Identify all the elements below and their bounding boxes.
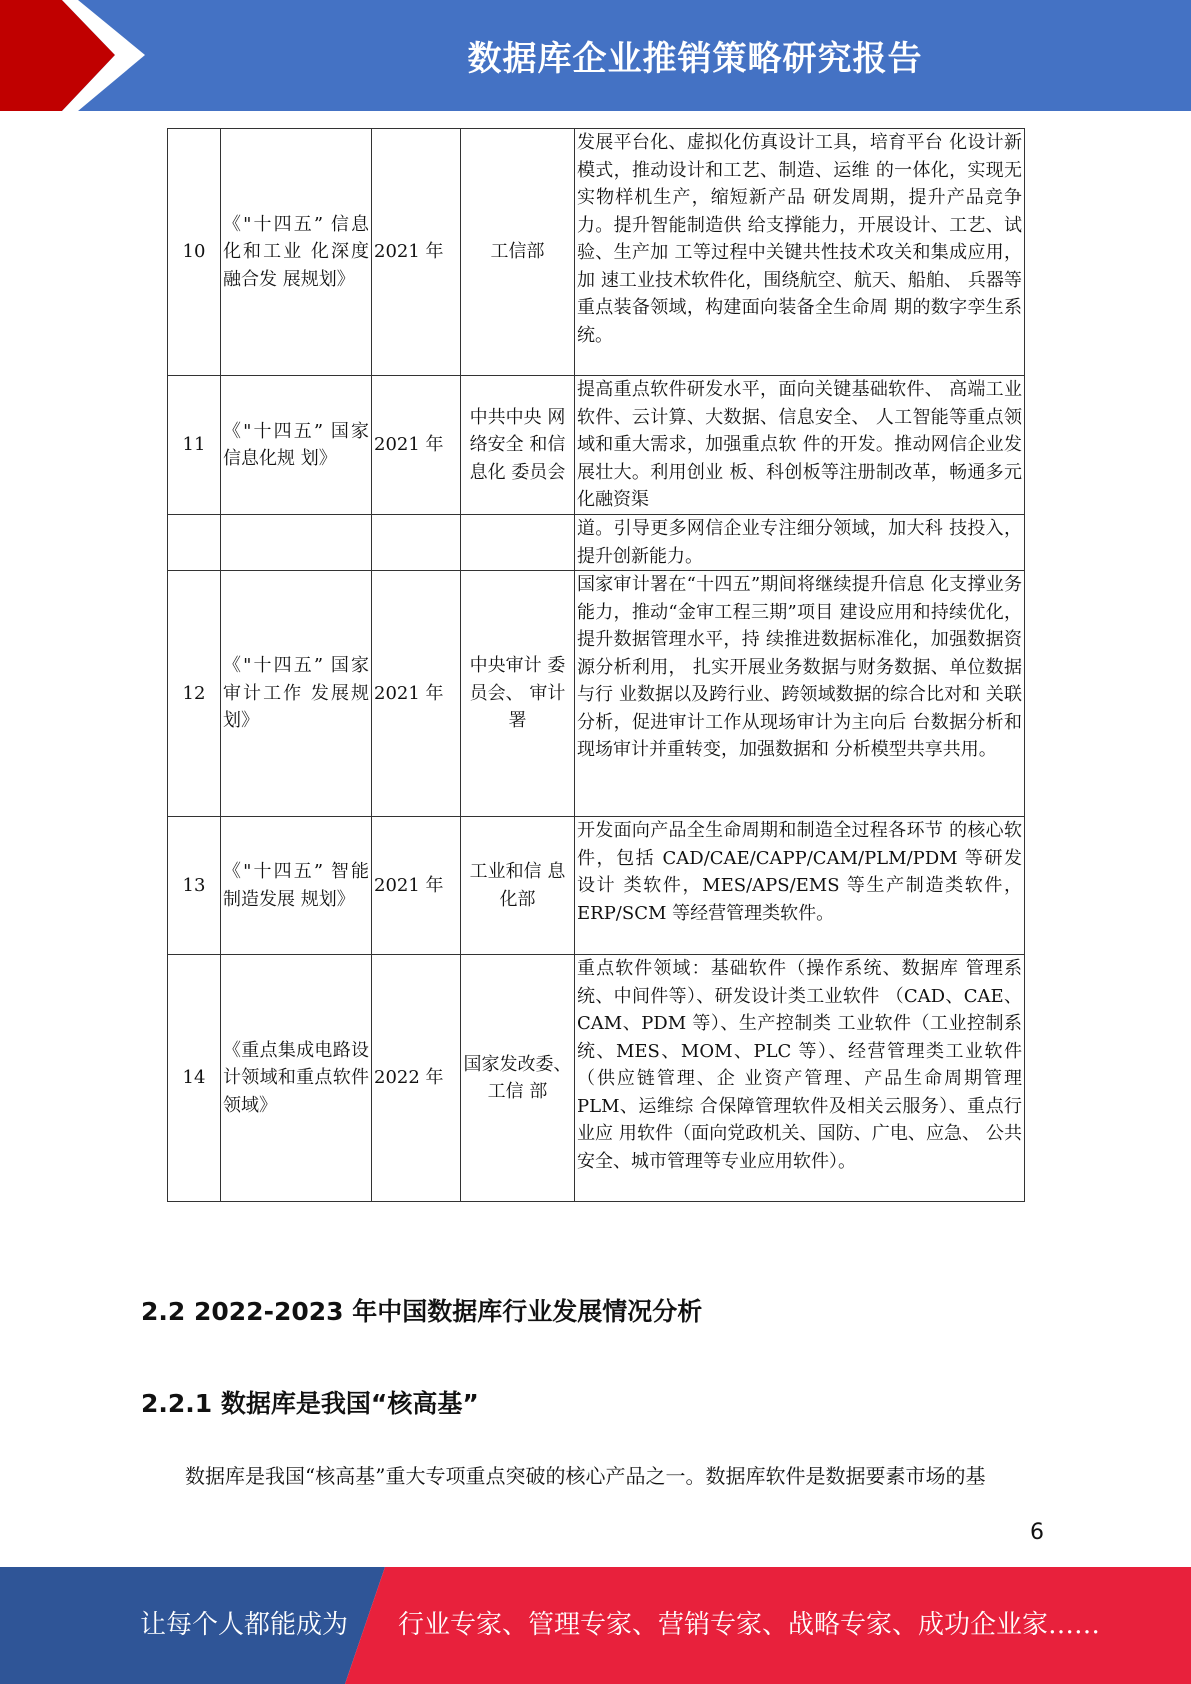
page-footer — [0, 1567, 1191, 1684]
policy-description: 开发面向产品全生命周期和制造全过程各环节 的核心软件，包括 CAD/CAE/CAPP/CAM/PLM/PDM 等研发设计 类软件，MES/APS/EMS 等生产制造类软件， ERP/SCM 等经营管理类软件。 — [575, 817, 1025, 955]
issuing-department: 工业和信 息化部 — [461, 817, 575, 955]
table-row — [168, 817, 1025, 955]
policy-name: 《"十四五” 信息化和工业 化深度融合发 展规划》 — [221, 129, 372, 376]
policy-name: 《"十四五” 智能制造发展 规划》 — [221, 817, 372, 955]
policy-name — [221, 515, 372, 571]
issuing-department — [461, 515, 575, 571]
policy-year: 2021 年 — [372, 817, 461, 955]
policy-year — [372, 515, 461, 571]
policy-table — [167, 128, 1025, 1202]
footer-slogan-right: 行业专家、管理专家、营销专家、战略专家、成功企业家…… — [398, 1610, 1101, 1640]
issuing-department: 国家发改委、工信 部 — [461, 955, 575, 1202]
section-heading: 2.2 2022-2023 年中国数据库行业发展情况分析 — [141, 1297, 703, 1326]
row-number: 12 — [168, 571, 221, 817]
issuing-department: 中共中央 网络安全 和信息化 委员会 — [461, 376, 575, 515]
document-title: 数据库企业推销策略研究报告 — [467, 39, 923, 79]
policy-year: 2021 年 — [372, 376, 461, 515]
table-row — [168, 376, 1025, 515]
policy-year: 2022 年 — [372, 955, 461, 1202]
policy-name: 《"十四五” 国家信息化规 划》 — [221, 376, 372, 515]
table-row — [168, 129, 1025, 376]
policy-year: 2021 年 — [372, 571, 461, 817]
issuing-department: 中央审计 委员会、 审计署 — [461, 571, 575, 817]
subsection-heading: 2.2.1 数据库是我国“核高基” — [141, 1389, 479, 1418]
row-number: 10 — [168, 129, 221, 376]
policy-name: 《"十四五” 国家审计工作 发展规划》 — [221, 571, 372, 817]
page-number: 6 — [1030, 1520, 1044, 1545]
table-row — [168, 515, 1025, 571]
policy-description: 提高重点软件研发水平，面向关键基础软件、 高端工业软件、云计算、大数据、信息安全、 人工智能等重点领域和重大需求，加强重点软 件的开发。推动网信企业发展壮大。利用创业 板、科创板等注册制改革，畅通多元化融资渠 — [575, 376, 1025, 515]
policy-description: 重点软件领域：基础软件（操作系统、数据库 管理系统、中间件等）、研发设计类工业软件 （CAD、CAE、CAM、PDM 等）、生产控制类 工业软件（工业控制系统、MES、MOM、PLC 等）、经营管理类工业软件（供应链管理、企 业资产管理、产品生命周期管理 PLM、运维综 合保障管理软件及相关云服务）、重点行业应 用软件（面向党政机关、国防、广电、应急、 公共安全、城市管理等专业应用软件）。 — [575, 955, 1025, 1202]
policy-name: 《重点集成电路设计领域和重点软件领域》 — [221, 955, 372, 1202]
row-number: 13 — [168, 817, 221, 955]
policy-year: 2021 年 — [372, 129, 461, 376]
policy-description: 道。引导更多网信企业专注细分领域，加大科 技投入，提升创新能力。 — [575, 515, 1025, 571]
footer-slogan-left: 让每个人都能成为 — [140, 1610, 349, 1640]
policy-description: 发展平台化、虚拟化仿真设计工具，培育平台 化设计新模式，推动设计和工艺、制造、运维 的一体化，实现无实物样机生产，缩短新产品 研发周期，提升产品竞争力。提升智能制造供 给支撑能力，开展设计、工艺、试验、生产加 工等过程中关键共性技术攻关和集成应用，加 速工业技术软件化，围绕航空、航天、船舶、 兵器等重点装备领域，构建面向装备全生命周 期的数字孪生系统。 — [575, 129, 1025, 376]
row-number — [168, 515, 221, 571]
table-row — [168, 955, 1025, 1202]
body-paragraph: 数据库是我国“核高基”重大专项重点突破的核心产品之一。数据库软件是数据要素市场的基 — [185, 1464, 986, 1488]
issuing-department: 工信部 — [461, 129, 575, 376]
table-row — [168, 571, 1025, 817]
row-number: 14 — [168, 955, 221, 1202]
header-arrow-decoration — [0, 0, 160, 111]
row-number: 11 — [168, 376, 221, 515]
policy-description: 国家审计署在“十四五”期间将继续提升信息 化支撑业务能力，推动“金审工程三期”项目 建设应用和持续优化，提升数据管理水平，持 续推进数据标准化，加强数据资源分析利用， 扎实开展业务数据与财务数据、单位数据与行 业数据以及跨行业、跨领域数据的综合比对和 关联分析，促进审计工作从现场审计为主向后 台数据分析和现场审计并重转变，加强数据和 分析模型共享共用。 — [575, 571, 1025, 817]
page-header — [0, 0, 1191, 111]
